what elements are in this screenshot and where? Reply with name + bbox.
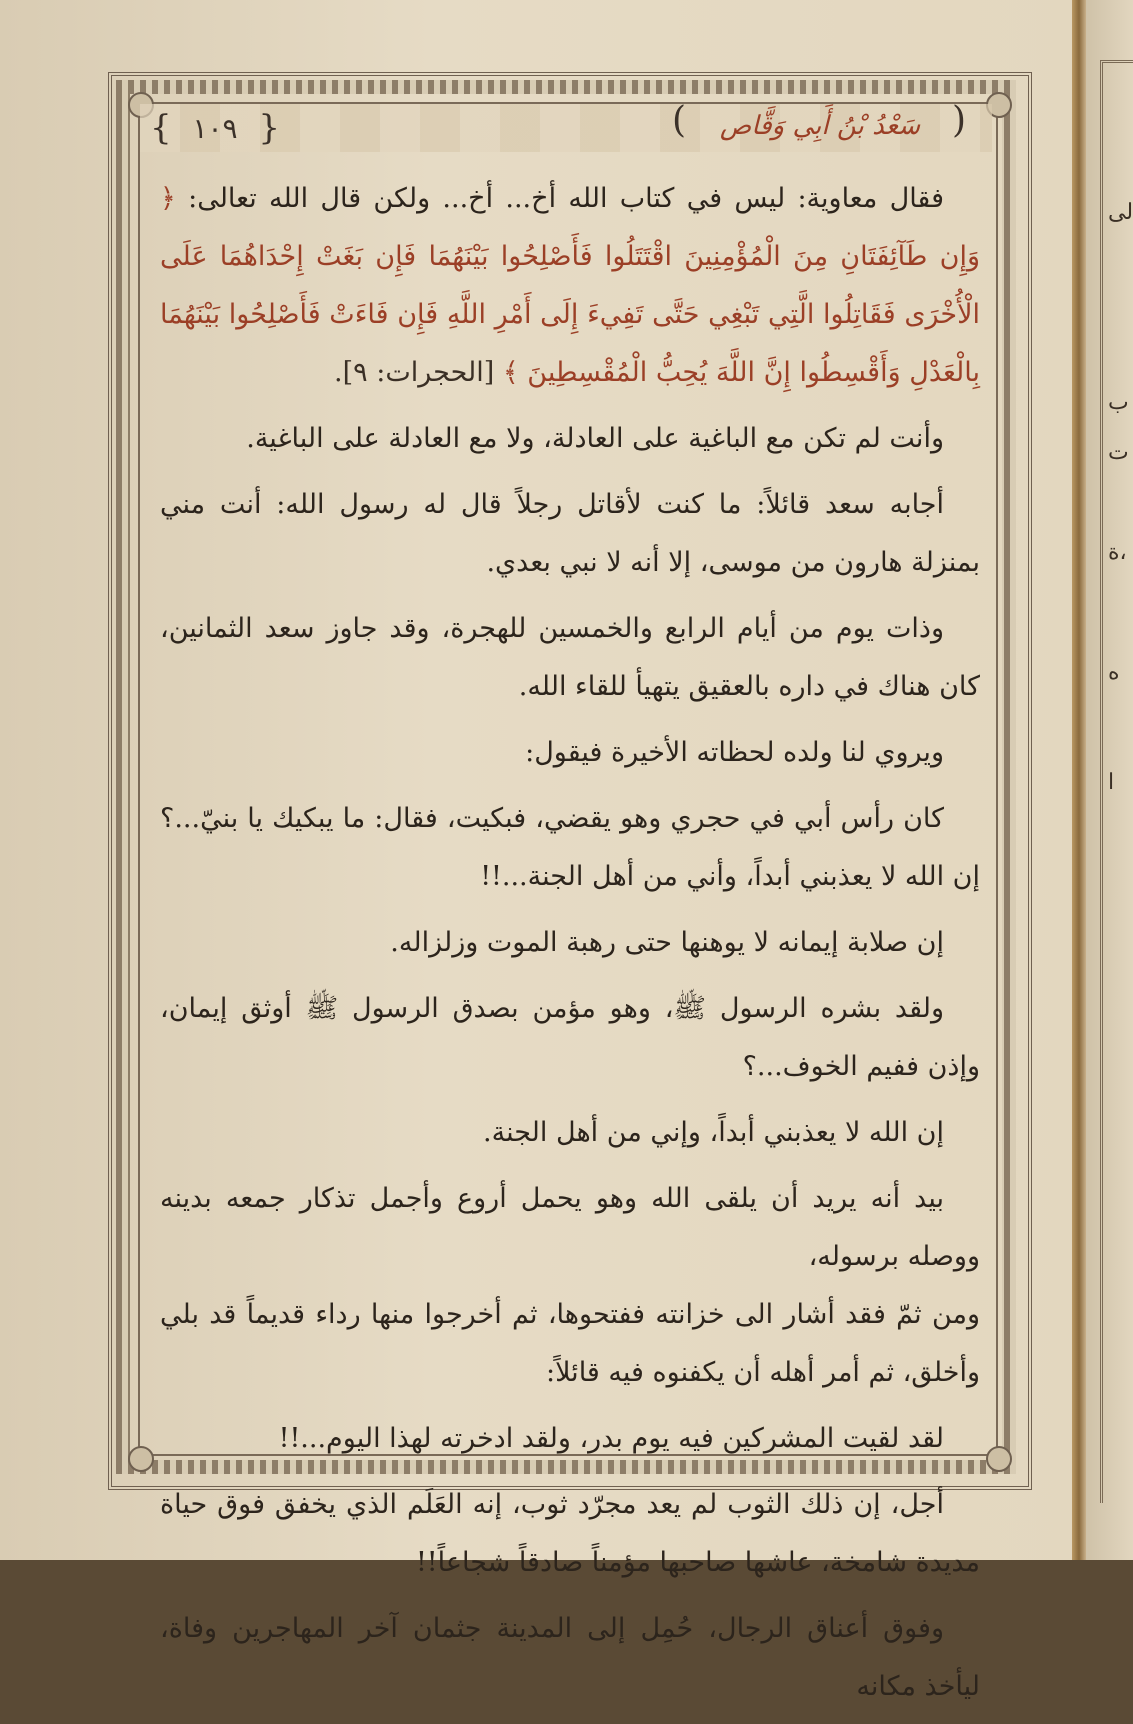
paragraph: إن صلابة إيمانه لا يوهنها حتى رهبة الموت وزلزاله.	[390, 927, 944, 958]
quran-reference: [الحجرات: ٩].	[334, 357, 495, 388]
adjacent-page-text: ه	[1108, 660, 1120, 685]
paragraph: ولقد بشره الرسول ﷺ، وهو مؤمن بصدق الرسول ﷺ أوثق إيمان، وإذن ففيم الخوف...؟	[160, 993, 980, 1082]
paragraph: أجابه سعد قائلاً: ما كنت لأقاتل رجلاً قال له رسول الله: أنت مني بمنزلة هارون من موسى، إلا أنه لا نبي بعدي.	[160, 489, 980, 578]
paragraph: إن الله لا يعذبني أبداً، وإني من أهل الجنة.	[483, 1117, 944, 1148]
paragraph: وأنت لم تكن مع الباغية على العادلة، ولا مع العادلة على الباغية.	[246, 423, 944, 454]
paragraph: بيد أنه يريد أن يلقى الله وهو يحمل أروع وأجمل تذكار جمعه بدينه ووصله برسوله،	[160, 1183, 980, 1272]
title-bracket-left: (	[672, 100, 687, 141]
paragraph: وفوق أعناق الرجال، حُمِل إلى المدينة جثمان آخر المهاجرين وفاة، ليأخذ مكانه	[160, 1613, 980, 1702]
paragraph-quran	[160, 170, 980, 402]
adjacent-page-text: لى	[1108, 200, 1133, 225]
paragraph: وذات يوم من أيام الرابع والخمسين للهجرة، وقد جاوز سعد الثمانين، كان هناك في داره بالعقيق يتهيأ للقاء الله.	[160, 613, 980, 702]
adjacent-page-frame	[1100, 60, 1133, 1503]
page-number	[150, 108, 280, 148]
frame-corner-ornament	[986, 1446, 1012, 1472]
paragraph: ويروي لنا ولده لحظاته الأخيرة فيقول:	[525, 737, 944, 768]
book-spine	[1072, 0, 1086, 1560]
paragraph-lead: فقال معاوية: ليس في كتاب الله أخ... أخ... ولكن قال الله تعالى:	[188, 183, 944, 214]
quran-verse: ﴿ وَإِن طَآئِفَتَانِ مِنَ الْمُؤْمِنِينَ اقْتَتَلُوا فَأَصْلِحُوا بَيْنَهُمَا فَإِن بَغَتْ إِحْدَاهُمَا عَلَى الْأُخْرَى فَقَاتِلُوا الَّتِي تَبْغِي حَتَّى تَفِيءَ إِلَى أَمْرِ اللَّهِ فَإِن فَاءَتْ فَأَصْلِحُوا بَيْنَهُمَا بِالْعَدْلِ وَأَقْسِطُوا إِنَّ اللَّهَ يُحِبُّ الْمُقْسِطِينَ ﴾	[160, 183, 980, 388]
adjacent-page-text: ب	[1108, 390, 1129, 415]
running-title: سَعْدُ بْنُ أَبِي وَقَّاص	[719, 111, 921, 141]
adjacent-page-text: ا	[1108, 770, 1115, 795]
page-number-text: { ١٠٩	[192, 111, 238, 145]
paragraph: ومن ثمّ فقد أشار الى خزانته ففتحوها، ثم أخرجوا منها رداء قديماً قد بلي وأخلق، ثم أمر أهله أن يكفنوه فيه قائلاً:	[160, 1299, 980, 1388]
paragraph: لقد لقيت المشركين فيه يوم بدر، ولقد ادخرته لهذا اليوم...!!	[278, 1423, 944, 1454]
paragraph: أجل، إن ذلك الثوب لم يعد مجرّد ثوب، إنه العَلَم الذي يخفق فوق حياة مديدة شامخة، عاشها صاحبها مؤمناً صادقاً شجاعاً!!	[160, 1489, 980, 1578]
adjacent-page-text: ة،	[1108, 540, 1127, 565]
adjacent-page-text: ت	[1108, 440, 1129, 465]
title-bracket-right: )	[952, 100, 967, 141]
frame-corner-ornament	[128, 1446, 154, 1472]
page-body	[160, 170, 980, 1724]
adjacent-page	[1086, 0, 1133, 1560]
paragraph: كان رأس أبي في حجري وهو يقضي، فبكيت، فقال: ما يبكيك يا بنيّ...؟ إن الله لا يعذبني أبداً، وأني من أهل الجنة...!!	[160, 803, 980, 892]
